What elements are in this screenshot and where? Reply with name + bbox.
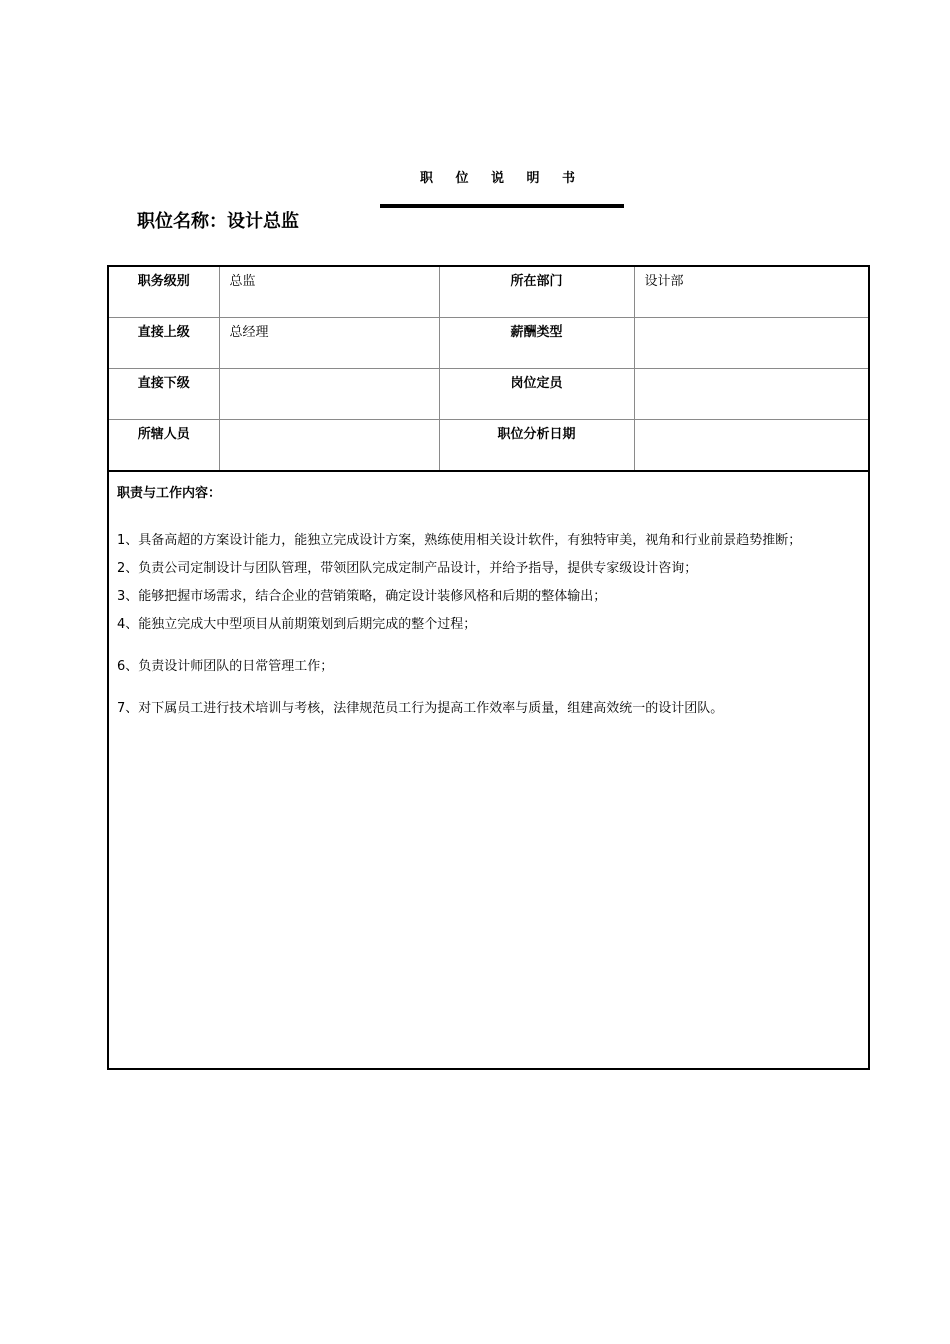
list-item: 7、对下属员工进行技术培训与考核，法律规范员工行为提高工作效率与质量，组建高效统一的设计团队。: [117, 701, 724, 716]
document-title: 职 位 说 明 书: [419, 171, 585, 186]
duties-list: [117, 527, 860, 723]
analysis-date-value: [634, 420, 868, 471]
headcount-value: [634, 369, 868, 420]
salary-type-label: 薪酬类型: [439, 318, 634, 369]
department-label: 所在部门: [439, 267, 634, 318]
list-item: 3、能够把握市场需求，结合企业的营销策略，确定设计装修风格和后期的整体输出；: [117, 589, 607, 604]
table-row: [109, 318, 868, 369]
info-table: [109, 267, 868, 470]
table-row: [109, 420, 868, 471]
department-value: 设计部: [634, 267, 868, 318]
direct-subordinate-label: 直接下级: [109, 369, 219, 420]
analysis-date-label: 职位分析日期: [439, 420, 634, 471]
list-item: 1、具备高超的方案设计能力，能独立完成设计方案，熟练使用相关设计软件，有独特审美，视角和行业前景趋势推断；: [117, 533, 802, 548]
grade-label: 职务级别: [109, 267, 219, 318]
list-item: 4、能独立完成大中型项目从前期策划到后期完成的整个过程；: [117, 617, 477, 632]
list-item: 6、负责设计师团队的日常管理工作；: [117, 659, 334, 674]
job-description-form: [107, 265, 870, 1070]
direct-superior-label: 直接上级: [109, 318, 219, 369]
position-name-value: 设计总监: [227, 211, 299, 232]
list-item: 2、负责公司定制设计与团队管理，带领团队完成定制产品设计，并给予指导，提供专家级设计咨询；: [117, 561, 698, 576]
position-name-heading: [137, 207, 299, 233]
table-row: [109, 369, 868, 420]
direct-subordinate-value: [219, 369, 439, 420]
direct-superior-value: 总经理: [219, 318, 439, 369]
table-row: [109, 267, 868, 318]
title-underline: [380, 204, 624, 208]
headcount-label: 岗位定员: [439, 369, 634, 420]
duties-section: [109, 470, 868, 1068]
duties-heading: 职责与工作内容：: [117, 486, 222, 501]
position-name-label: 职位名称：: [137, 211, 227, 232]
staff-under-value: [219, 420, 439, 471]
salary-type-value: [634, 318, 868, 369]
staff-under-label: 所辖人员: [109, 420, 219, 471]
grade-value: 总监: [219, 267, 439, 318]
